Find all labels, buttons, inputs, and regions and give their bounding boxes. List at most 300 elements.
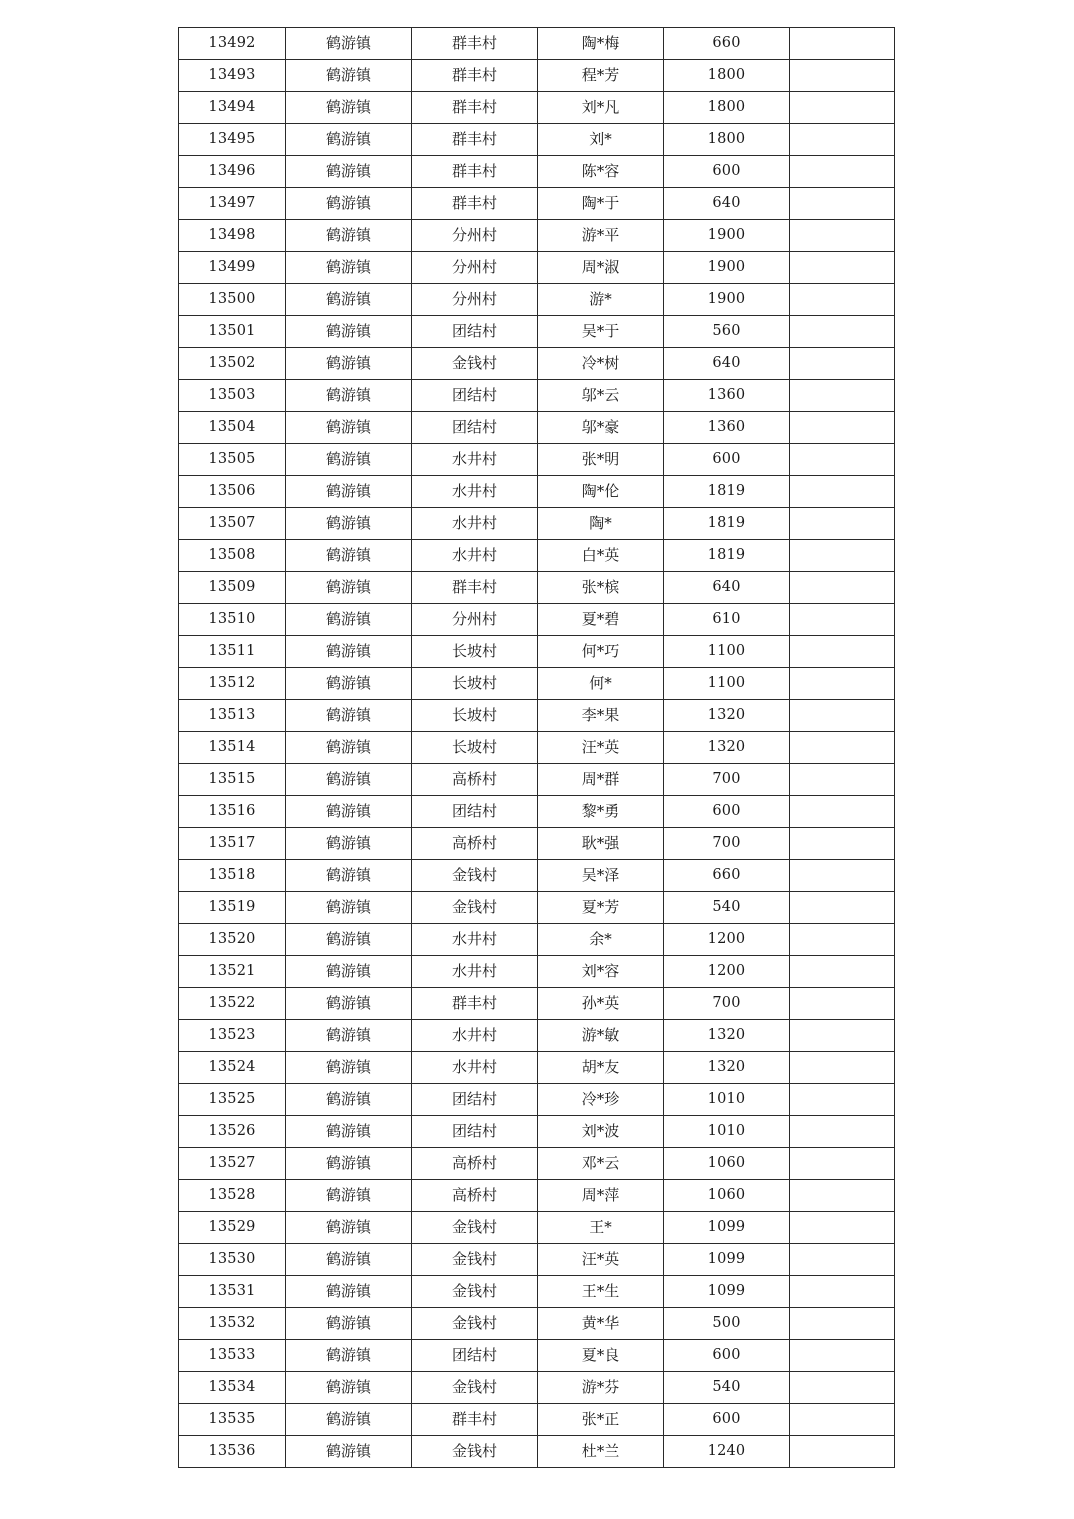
cell-amount: 700 (664, 988, 790, 1020)
cell-person-name: 陶* (538, 508, 664, 540)
cell-note (790, 444, 895, 476)
cell-town: 鹤游镇 (286, 988, 412, 1020)
cell-person-name: 冷*珍 (538, 1084, 664, 1116)
cell-person-name: 邓*云 (538, 1148, 664, 1180)
cell-person-name: 何* (538, 668, 664, 700)
cell-village: 金钱村 (412, 892, 538, 924)
cell-serial-number: 13530 (179, 1244, 286, 1276)
cell-note (790, 1148, 895, 1180)
cell-amount: 560 (664, 316, 790, 348)
cell-note (790, 1276, 895, 1308)
cell-note (790, 476, 895, 508)
cell-person-name: 孙*英 (538, 988, 664, 1020)
cell-note (790, 1180, 895, 1212)
cell-serial-number: 13520 (179, 924, 286, 956)
cell-serial-number: 13536 (179, 1436, 286, 1468)
cell-serial-number: 13533 (179, 1340, 286, 1372)
cell-village: 分州村 (412, 284, 538, 316)
cell-serial-number: 13532 (179, 1308, 286, 1340)
cell-village: 金钱村 (412, 348, 538, 380)
cell-note (790, 412, 895, 444)
cell-person-name: 冷*树 (538, 348, 664, 380)
cell-town: 鹤游镇 (286, 796, 412, 828)
table-row (179, 1116, 895, 1148)
cell-town: 鹤游镇 (286, 476, 412, 508)
cell-serial-number: 13526 (179, 1116, 286, 1148)
table-row (179, 476, 895, 508)
cell-amount: 1819 (664, 540, 790, 572)
cell-village: 长坡村 (412, 668, 538, 700)
table-row (179, 380, 895, 412)
cell-village: 群丰村 (412, 92, 538, 124)
cell-note (790, 1244, 895, 1276)
cell-note (790, 1308, 895, 1340)
cell-town: 鹤游镇 (286, 1148, 412, 1180)
cell-note (790, 508, 895, 540)
cell-village: 团结村 (412, 1116, 538, 1148)
table-row (179, 604, 895, 636)
cell-amount: 1900 (664, 220, 790, 252)
cell-serial-number: 13517 (179, 828, 286, 860)
cell-person-name: 王*生 (538, 1276, 664, 1308)
cell-village: 群丰村 (412, 28, 538, 60)
table-row (179, 60, 895, 92)
cell-village: 团结村 (412, 1084, 538, 1116)
cell-village: 高桥村 (412, 1180, 538, 1212)
cell-village: 金钱村 (412, 860, 538, 892)
cell-town: 鹤游镇 (286, 924, 412, 956)
cell-village: 团结村 (412, 316, 538, 348)
table-row (179, 732, 895, 764)
cell-village: 团结村 (412, 1340, 538, 1372)
cell-person-name: 白*英 (538, 540, 664, 572)
table-row (179, 1084, 895, 1116)
cell-note (790, 956, 895, 988)
cell-note (790, 924, 895, 956)
cell-person-name: 周*萍 (538, 1180, 664, 1212)
table-row (179, 700, 895, 732)
cell-town: 鹤游镇 (286, 700, 412, 732)
cell-village: 水井村 (412, 476, 538, 508)
cell-serial-number: 13497 (179, 188, 286, 220)
cell-person-name: 张*明 (538, 444, 664, 476)
cell-town: 鹤游镇 (286, 892, 412, 924)
table-row (179, 764, 895, 796)
cell-town: 鹤游镇 (286, 444, 412, 476)
cell-note (790, 1340, 895, 1372)
table-row (179, 1404, 895, 1436)
cell-town: 鹤游镇 (286, 284, 412, 316)
cell-village: 高桥村 (412, 764, 538, 796)
table-row (179, 988, 895, 1020)
cell-serial-number: 13523 (179, 1020, 286, 1052)
cell-note (790, 380, 895, 412)
cell-village: 分州村 (412, 220, 538, 252)
cell-serial-number: 13522 (179, 988, 286, 1020)
table-row (179, 316, 895, 348)
cell-note (790, 764, 895, 796)
cell-town: 鹤游镇 (286, 188, 412, 220)
cell-person-name: 游* (538, 284, 664, 316)
cell-town: 鹤游镇 (286, 604, 412, 636)
cell-serial-number: 13524 (179, 1052, 286, 1084)
cell-serial-number: 13510 (179, 604, 286, 636)
cell-note (790, 1116, 895, 1148)
cell-amount: 1800 (664, 124, 790, 156)
table-row (179, 572, 895, 604)
cell-village: 长坡村 (412, 700, 538, 732)
cell-town: 鹤游镇 (286, 572, 412, 604)
cell-person-name: 黎*勇 (538, 796, 664, 828)
cell-town: 鹤游镇 (286, 1052, 412, 1084)
cell-serial-number: 13498 (179, 220, 286, 252)
cell-amount: 1240 (664, 1436, 790, 1468)
cell-serial-number: 13511 (179, 636, 286, 668)
cell-serial-number: 13500 (179, 284, 286, 316)
cell-town: 鹤游镇 (286, 92, 412, 124)
cell-person-name: 周*淑 (538, 252, 664, 284)
cell-amount: 640 (664, 348, 790, 380)
cell-note (790, 348, 895, 380)
cell-person-name: 陶*伦 (538, 476, 664, 508)
cell-town: 鹤游镇 (286, 1020, 412, 1052)
table-row (179, 828, 895, 860)
cell-village: 群丰村 (412, 988, 538, 1020)
cell-person-name: 汪*英 (538, 1244, 664, 1276)
cell-note (790, 700, 895, 732)
cell-note (790, 92, 895, 124)
table-row (179, 956, 895, 988)
table-row (179, 1180, 895, 1212)
cell-amount: 540 (664, 892, 790, 924)
cell-town: 鹤游镇 (286, 508, 412, 540)
cell-amount: 1320 (664, 700, 790, 732)
table-row (179, 28, 895, 60)
cell-note (790, 540, 895, 572)
cell-person-name: 吴*泽 (538, 860, 664, 892)
cell-amount: 1800 (664, 92, 790, 124)
cell-village: 金钱村 (412, 1372, 538, 1404)
cell-village: 群丰村 (412, 572, 538, 604)
cell-amount: 660 (664, 28, 790, 60)
cell-person-name: 夏*芳 (538, 892, 664, 924)
cell-village: 团结村 (412, 380, 538, 412)
cell-town: 鹤游镇 (286, 1244, 412, 1276)
cell-village: 群丰村 (412, 60, 538, 92)
cell-note (790, 220, 895, 252)
cell-person-name: 李*果 (538, 700, 664, 732)
cell-serial-number: 13515 (179, 764, 286, 796)
cell-person-name: 刘*容 (538, 956, 664, 988)
cell-village: 水井村 (412, 956, 538, 988)
table-row (179, 1372, 895, 1404)
cell-person-name: 邬*云 (538, 380, 664, 412)
cell-amount: 1360 (664, 380, 790, 412)
cell-town: 鹤游镇 (286, 60, 412, 92)
cell-note (790, 860, 895, 892)
cell-serial-number: 13499 (179, 252, 286, 284)
cell-note (790, 636, 895, 668)
cell-serial-number: 13508 (179, 540, 286, 572)
cell-note (790, 316, 895, 348)
cell-person-name: 杜*兰 (538, 1436, 664, 1468)
cell-amount: 500 (664, 1308, 790, 1340)
cell-amount: 1819 (664, 476, 790, 508)
table-row (179, 796, 895, 828)
cell-person-name: 夏*良 (538, 1340, 664, 1372)
cell-town: 鹤游镇 (286, 1084, 412, 1116)
cell-serial-number: 13502 (179, 348, 286, 380)
cell-amount: 1360 (664, 412, 790, 444)
cell-amount: 1320 (664, 1052, 790, 1084)
cell-amount: 610 (664, 604, 790, 636)
cell-serial-number: 13518 (179, 860, 286, 892)
cell-town: 鹤游镇 (286, 124, 412, 156)
cell-town: 鹤游镇 (286, 316, 412, 348)
cell-person-name: 吴*于 (538, 316, 664, 348)
cell-person-name: 夏*碧 (538, 604, 664, 636)
cell-note (790, 572, 895, 604)
cell-person-name: 陶*于 (538, 188, 664, 220)
cell-amount: 1099 (664, 1244, 790, 1276)
table-row (179, 1212, 895, 1244)
cell-town: 鹤游镇 (286, 828, 412, 860)
cell-serial-number: 13496 (179, 156, 286, 188)
cell-village: 金钱村 (412, 1244, 538, 1276)
cell-serial-number: 13504 (179, 412, 286, 444)
cell-note (790, 28, 895, 60)
cell-amount: 600 (664, 1340, 790, 1372)
cell-village: 群丰村 (412, 124, 538, 156)
cell-note (790, 668, 895, 700)
cell-person-name: 刘* (538, 124, 664, 156)
cell-serial-number: 13509 (179, 572, 286, 604)
cell-town: 鹤游镇 (286, 540, 412, 572)
cell-note (790, 1372, 895, 1404)
cell-amount: 700 (664, 828, 790, 860)
cell-amount: 1200 (664, 956, 790, 988)
table-row (179, 252, 895, 284)
records-table (178, 27, 895, 1468)
cell-serial-number: 13493 (179, 60, 286, 92)
cell-amount: 1900 (664, 252, 790, 284)
cell-town: 鹤游镇 (286, 380, 412, 412)
cell-village: 分州村 (412, 252, 538, 284)
table-row (179, 1052, 895, 1084)
cell-village: 水井村 (412, 508, 538, 540)
cell-person-name: 耿*强 (538, 828, 664, 860)
cell-person-name: 周*群 (538, 764, 664, 796)
cell-person-name: 游*芬 (538, 1372, 664, 1404)
table-row (179, 92, 895, 124)
table-row (179, 1020, 895, 1052)
cell-village: 团结村 (412, 412, 538, 444)
cell-note (790, 1052, 895, 1084)
cell-amount: 1320 (664, 1020, 790, 1052)
table-row (179, 860, 895, 892)
cell-village: 水井村 (412, 924, 538, 956)
cell-serial-number: 13535 (179, 1404, 286, 1436)
cell-village: 高桥村 (412, 1148, 538, 1180)
cell-person-name: 陶*梅 (538, 28, 664, 60)
cell-village: 水井村 (412, 540, 538, 572)
table-row (179, 284, 895, 316)
table-row (179, 1436, 895, 1468)
cell-note (790, 1404, 895, 1436)
cell-person-name: 程*芳 (538, 60, 664, 92)
cell-town: 鹤游镇 (286, 1340, 412, 1372)
cell-person-name: 汪*英 (538, 732, 664, 764)
cell-town: 鹤游镇 (286, 956, 412, 988)
cell-note (790, 124, 895, 156)
cell-amount: 1099 (664, 1276, 790, 1308)
cell-village: 群丰村 (412, 188, 538, 220)
cell-note (790, 284, 895, 316)
cell-person-name: 刘*凡 (538, 92, 664, 124)
cell-serial-number: 13512 (179, 668, 286, 700)
cell-town: 鹤游镇 (286, 764, 412, 796)
cell-serial-number: 13534 (179, 1372, 286, 1404)
cell-town: 鹤游镇 (286, 156, 412, 188)
cell-serial-number: 13527 (179, 1148, 286, 1180)
cell-village: 群丰村 (412, 156, 538, 188)
cell-amount: 1099 (664, 1212, 790, 1244)
cell-note (790, 1212, 895, 1244)
cell-note (790, 188, 895, 220)
cell-village: 团结村 (412, 796, 538, 828)
cell-note (790, 796, 895, 828)
table-row (179, 444, 895, 476)
cell-village: 金钱村 (412, 1212, 538, 1244)
table-row (179, 1308, 895, 1340)
cell-town: 鹤游镇 (286, 1404, 412, 1436)
table-row (179, 412, 895, 444)
cell-note (790, 604, 895, 636)
cell-amount: 1010 (664, 1116, 790, 1148)
cell-amount: 540 (664, 1372, 790, 1404)
cell-person-name: 陈*容 (538, 156, 664, 188)
cell-village: 分州村 (412, 604, 538, 636)
cell-serial-number: 13507 (179, 508, 286, 540)
cell-town: 鹤游镇 (286, 1116, 412, 1148)
cell-town: 鹤游镇 (286, 860, 412, 892)
table-row (179, 124, 895, 156)
table-row (179, 892, 895, 924)
table-row (179, 668, 895, 700)
cell-person-name: 胡*友 (538, 1052, 664, 1084)
cell-serial-number: 13505 (179, 444, 286, 476)
cell-village: 金钱村 (412, 1436, 538, 1468)
table-row (179, 924, 895, 956)
cell-person-name: 游*敏 (538, 1020, 664, 1052)
cell-serial-number: 13521 (179, 956, 286, 988)
cell-village: 群丰村 (412, 1404, 538, 1436)
cell-serial-number: 13529 (179, 1212, 286, 1244)
cell-town: 鹤游镇 (286, 1212, 412, 1244)
cell-amount: 600 (664, 156, 790, 188)
cell-amount: 640 (664, 572, 790, 604)
cell-amount: 1320 (664, 732, 790, 764)
table-row (179, 1276, 895, 1308)
cell-amount: 700 (664, 764, 790, 796)
cell-village: 长坡村 (412, 732, 538, 764)
cell-note (790, 252, 895, 284)
cell-village: 金钱村 (412, 1308, 538, 1340)
table-row (179, 348, 895, 380)
cell-note (790, 156, 895, 188)
cell-person-name: 何*巧 (538, 636, 664, 668)
cell-town: 鹤游镇 (286, 28, 412, 60)
cell-serial-number: 13516 (179, 796, 286, 828)
cell-town: 鹤游镇 (286, 1372, 412, 1404)
cell-amount: 600 (664, 444, 790, 476)
cell-town: 鹤游镇 (286, 1436, 412, 1468)
cell-serial-number: 13513 (179, 700, 286, 732)
cell-note (790, 1020, 895, 1052)
cell-amount: 1060 (664, 1148, 790, 1180)
cell-person-name: 张*槟 (538, 572, 664, 604)
cell-note (790, 1436, 895, 1468)
cell-serial-number: 13492 (179, 28, 286, 60)
table-row (179, 1340, 895, 1372)
cell-amount: 1060 (664, 1180, 790, 1212)
cell-note (790, 828, 895, 860)
table-row (179, 636, 895, 668)
table-row (179, 508, 895, 540)
cell-amount: 1800 (664, 60, 790, 92)
cell-serial-number: 13528 (179, 1180, 286, 1212)
cell-amount: 600 (664, 1404, 790, 1436)
cell-amount: 600 (664, 796, 790, 828)
table-row (179, 540, 895, 572)
cell-amount: 1100 (664, 668, 790, 700)
cell-note (790, 988, 895, 1020)
cell-amount: 1900 (664, 284, 790, 316)
cell-village: 水井村 (412, 1052, 538, 1084)
cell-serial-number: 13501 (179, 316, 286, 348)
cell-town: 鹤游镇 (286, 1308, 412, 1340)
cell-village: 长坡村 (412, 636, 538, 668)
cell-amount: 1010 (664, 1084, 790, 1116)
cell-serial-number: 13494 (179, 92, 286, 124)
cell-person-name: 黄*华 (538, 1308, 664, 1340)
cell-serial-number: 13531 (179, 1276, 286, 1308)
cell-person-name: 余* (538, 924, 664, 956)
cell-town: 鹤游镇 (286, 1276, 412, 1308)
cell-note (790, 892, 895, 924)
cell-person-name: 刘*波 (538, 1116, 664, 1148)
cell-amount: 1200 (664, 924, 790, 956)
cell-serial-number: 13519 (179, 892, 286, 924)
cell-town: 鹤游镇 (286, 732, 412, 764)
cell-town: 鹤游镇 (286, 636, 412, 668)
table-row (179, 188, 895, 220)
cell-town: 鹤游镇 (286, 412, 412, 444)
cell-serial-number: 13506 (179, 476, 286, 508)
cell-serial-number: 13503 (179, 380, 286, 412)
cell-serial-number: 13514 (179, 732, 286, 764)
cell-person-name: 张*正 (538, 1404, 664, 1436)
table-row (179, 1148, 895, 1180)
cell-note (790, 60, 895, 92)
cell-town: 鹤游镇 (286, 1180, 412, 1212)
cell-town: 鹤游镇 (286, 220, 412, 252)
cell-note (790, 732, 895, 764)
cell-town: 鹤游镇 (286, 348, 412, 380)
cell-amount: 660 (664, 860, 790, 892)
cell-note (790, 1084, 895, 1116)
table-row (179, 220, 895, 252)
